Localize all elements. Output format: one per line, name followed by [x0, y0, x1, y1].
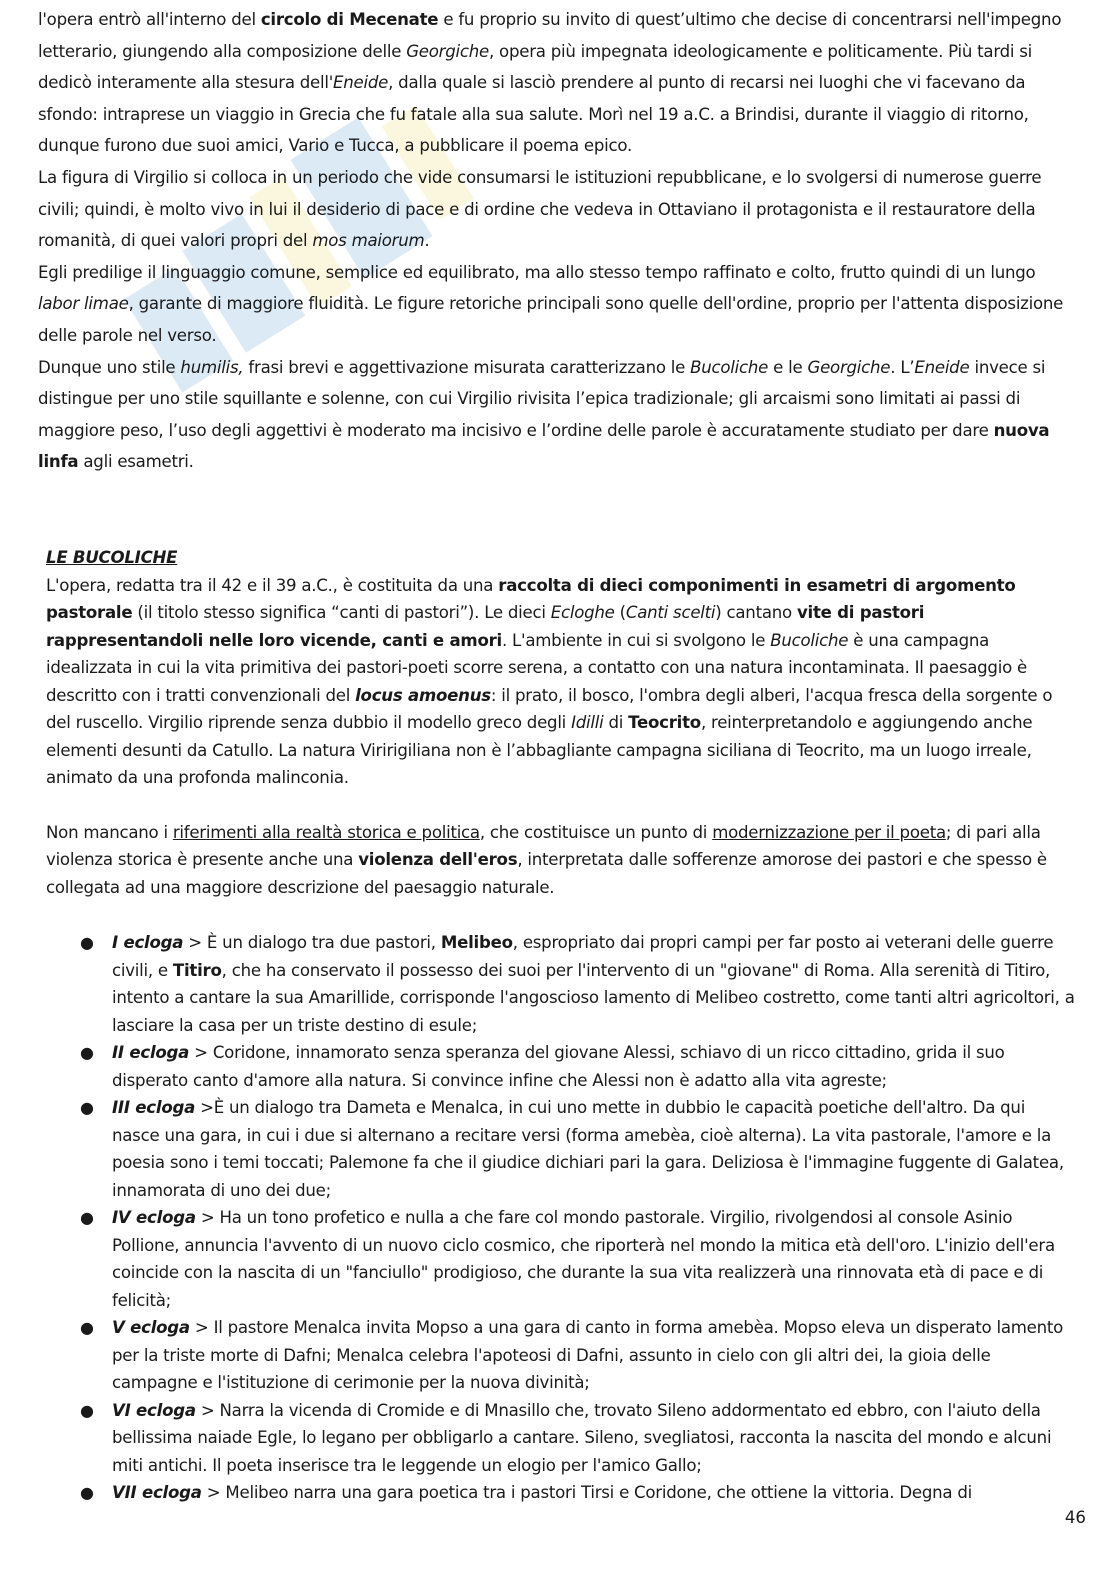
intro-paragraph: l'opera entrò all'interno del circolo di Mecenate e fu proprio su invito di quest’ultimo che decise di concentrarsi nell'impegno letterario, giungendo alla composizione delle Georgiche, opera più impegnata ideologicamente e politicamente. Più tardi si dedicò interamente alla stesura dell'Eneide, dalla quale si lasciò prendere al punto di recarsi nei luoghi che vi facevano da sfondo: intraprese un viaggio in Grecia che fu fatale alla sua salute. Morì nel 19 a.C. a Brindisi, durante il viaggio di ritorno, dunque furono due suoi amici, Vario e Tucca, a pubblicare il poema epico.: [38, 10, 1062, 156]
intro-paragraph: Dunque uno stile humilis, frasi brevi e aggettivazione misurata caratterizzano le Bucoliche e le Georgiche. L’Eneide invece si distingue per uno stile squillante e solenne, con cui Virgilio rivisita l’epica tradizionale; gli arcaismi sono limitati ai passi di maggiore peso, l’uso degli aggettivi è moderato ma incisivo e l’ordine delle parole è accuratamente studiato per dare nuova linfa agli esametri.: [38, 357, 1050, 472]
bullet-icon: ●: [80, 1043, 94, 1062]
bullet-icon: ●: [80, 1318, 94, 1337]
bucoliche-paragraph: L'opera, redatta tra il 42 e il 39 a.C., è costituita da una raccolta di dieci componimenti in esametri di argomento pastorale (il titolo stesso significa “canti di pastori”). Le dieci Ecloghe (Canti scelti) cantano vite di pastori rappresentandoli nelle loro vicende, canti e amori. L'ambiente in cui si svolgono le Bucoliche è una campagna idealizzata in cui la vita primitiva dei pastori-poeti scorre serena, a contatto con una natura incontaminata. Il paesaggio è descritto con i tratti convenzionali del locus amoenus: il prato, il bosco, l'ombra degli alberi, l'acqua fresca della sorgente o del ruscello. Virgilio riprende senza dubbio il modello greco degli Idilli di Teocrito, reinterpretandolo e aggiungendo anche elementi desunti da Catullo. La natura Viririgiliana non è l’abbagliante campagna siciliana di Teocrito, ma un luogo irreale, animato da una profonda malinconia.: [46, 575, 1053, 787]
list-item: ● II ecloga > Coridone, innamorato senza speranza del giovane Alessi, schiavo di un ricco cittadino, grida il suo disperato canto d'amore alla natura. Si convince infine che Alessi non è adatto alla vita agreste;: [46, 1039, 1076, 1094]
bullet-icon: ●: [80, 933, 94, 952]
list-item: ● III ecloga >È un dialogo tra Dameta e Menalca, in cui uno mette in dubbio le capacità poetiche dell'altro. Da qui nasce una gara, in cui i due si alternano a recitare versi (forma amebèa, cioè alterna). La vita pastorale, l'amore e la poesia sono i temi toccati; Palemone fa che il giudice dichiari pari la gara. Deliziosa è l'immagine fuggente di Galatea, innamorata di uno dei due;: [46, 1094, 1076, 1204]
bullet-icon: ●: [80, 1483, 94, 1502]
bullet-icon: ●: [80, 1098, 94, 1117]
list-item: ● VII ecloga > Melibeo narra una gara poetica tra i pastori Tirsi e Coridone, che ottiene la vittoria. Degna di: [46, 1479, 1076, 1507]
bullet-icon: ●: [80, 1208, 94, 1227]
intro-paragraph: Egli predilige il linguaggio comune, semplice ed equilibrato, ma allo stesso tempo raffinato e colto, frutto quindi di un lungo labor limae, garante di maggiore fluidità. Le figure retoriche principali sono quelle dell'ordine, proprio per l'attenta disposizione delle parole nel verso.: [38, 262, 1064, 345]
bucoliche-paragraph: Non mancano i riferimenti alla realtà storica e politica, che costituisce un punto di modernizzazione per il poeta; di pari alla violenza storica è presente anche una violenza dell'eros, interpretata dalle sofferenze amorose dei pastori e che spesso è collegata ad una maggiore descrizione del paesaggio naturale.: [46, 822, 1047, 897]
eclogue-list: [46, 929, 1076, 1507]
intro-paragraph: La figura di Virgilio si colloca in un periodo che vide consumarsi le istituzioni repubblicane, e lo svolgersi di numerose guerre civili; quindi, è molto vivo in lui il desiderio di pace e di ordine che vedeva in Ottaviano il protagonista e il restauratore della romanità, di quei valori propri del mos maiorum.: [38, 167, 1042, 251]
page-number: 46: [1064, 1508, 1086, 1527]
bullet-icon: ●: [80, 1400, 94, 1420]
list-item: ● V ecloga > Il pastore Menalca invita Mopso a una gara di canto in forma amebèa. Mopso eleva un disperato lamento per la triste morte di Dafni; Menalca celebra l'apoteosi di Dafni, assunto in cielo con gli altri dei, la gioia delle campagne e l'istituzione di cerimonie per la nuova divinità;: [46, 1314, 1076, 1397]
list-item: ● I ecloga > È un dialogo tra due pastori, Melibeo, espropriato dai propri campi per far posto ai veterani delle guerre civili, e Titiro, che ha conservato il possesso dei suoi per l'intervento di un "giovane" di Roma. Alla serenità di Titiro, intento a cantare la sua Amarillide, corrisponde l'angoscioso lamento di Melibeo costretto, come tanti altri agricoltori, a lasciare la casa per un triste destino di esule;: [46, 929, 1076, 1039]
bucoliche-section: [46, 544, 1076, 1507]
section-heading: LE BUCOLICHE: [46, 548, 178, 567]
list-item: ● IV ecloga > Ha un tono profetico e nulla a che fare col mondo pastorale. Virgilio, rivolgendosi al console Asinio Pollione, annuncia l'avvento di un nuovo ciclo cosmico, che riporterà nel mondo la mitica età dell'oro. L'inizio dell'era coincide con la nascita di un "fanciullo" prodigioso, che durante la sua vita realizzerà una rinnovata età di pace e di felicità;: [46, 1204, 1076, 1314]
intro-section: [38, 4, 1078, 478]
list-item: ● VI ecloga > Narra la vicenda di Cromide e di Mnasillo che, trovato Sileno addormentato ed ebbro, con l'aiuto della bellissima naiade Egle, lo legano per obbligarlo a cantare. Sileno, svegliatosi, racconta la nascita del mondo e alcuni miti antichi. Il poeta inserisce tra le leggende un elogio per l'amico Gallo;: [46, 1397, 1076, 1480]
